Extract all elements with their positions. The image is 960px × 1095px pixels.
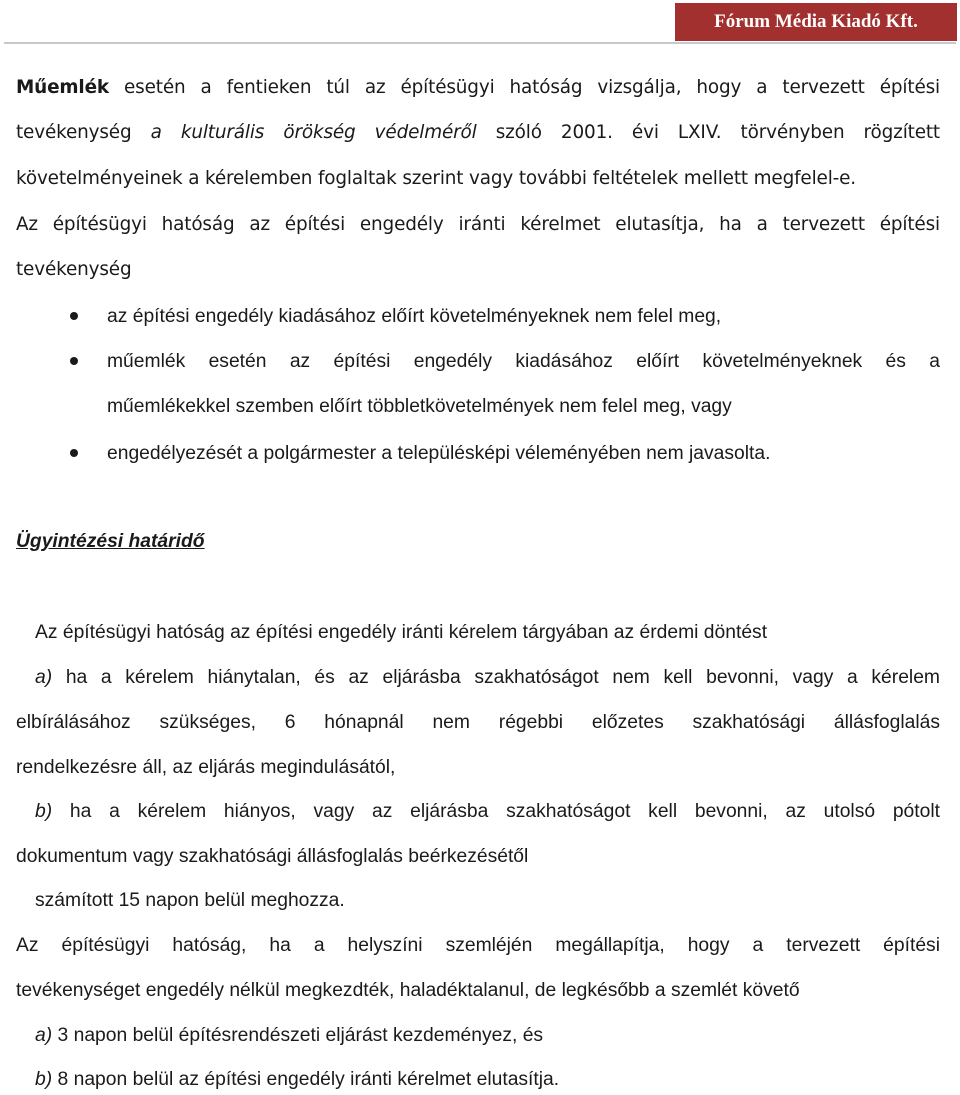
text-span: ha a kérelem hiánytalan, és az eljárásba szakhatóságot nem kell bevonni, vagy a kérelem bbox=[65, 667, 940, 688]
bullet-icon bbox=[70, 312, 78, 320]
paragraph-monument-line-1 bbox=[16, 73, 940, 103]
header-divider bbox=[4, 42, 956, 44]
inspection-paragraph-line-2: tevékenységet engedély nélkül megkezdték, haladéktalanul, de legkésőbb a szemlét követő bbox=[16, 980, 800, 1001]
publisher-brand: Fórum Média Kiadó Kft. bbox=[675, 3, 957, 41]
inspection-paragraph-line-1: Az építésügyi hatóság, ha a helyszíni szemléjén megállapítja, hogy a tervezett építési bbox=[16, 935, 940, 956]
deadline-closing: számított 15 napon belül meghozza. bbox=[35, 890, 345, 911]
text-span: esetén a fentieken túl az építésügyi hatóság vizsgálja, hogy a tervezett építési bbox=[124, 77, 941, 98]
paragraph-rejection-line-2: tevékenység bbox=[16, 259, 132, 280]
paragraph-rejection-line-1: Az építésügyi hatóság az építési engedély iránti kérelmet elutasítja, ha a tervezett építési bbox=[16, 214, 940, 235]
text-span: szóló 2001. évi LXIV. törvényben rögzített bbox=[495, 122, 940, 143]
bullet-item-3: engedélyezését a polgármester a településképi véleményében nem javasolta. bbox=[107, 443, 771, 464]
bullet-item-2-line-2: műemlékekkel szemben előírt többletkövetelmények nem felel meg, vagy bbox=[107, 396, 732, 417]
text-span: 8 napon belül az építési engedély iránti kérelmet elutasítja. bbox=[57, 1069, 560, 1090]
paragraph-monument-line-3: követelményeinek a kérelemben foglaltak szerint vagy további feltételek mellett megfelel-e. bbox=[16, 168, 857, 189]
bold-term-monument: Műemlék bbox=[16, 77, 109, 98]
bullet-item-1: az építési engedély kiadásához előírt követelményeknek nem felel meg, bbox=[107, 306, 722, 327]
item-label-a: a) bbox=[35, 667, 53, 688]
item-label-b: b) bbox=[35, 801, 53, 822]
section-heading-deadline: Ügyintézési határidő bbox=[16, 531, 205, 552]
inspection-item-a bbox=[35, 1021, 940, 1051]
text-span: 3 napon belül építésrendészeti eljárást kezdeményez, és bbox=[57, 1025, 544, 1046]
item-label-a: a) bbox=[35, 1025, 53, 1046]
bullet-icon bbox=[70, 449, 78, 457]
text-span: tevékenység bbox=[16, 122, 132, 143]
bullet-icon bbox=[70, 357, 78, 365]
deadline-intro: Az építésügyi hatóság az építési engedély iránti kérelem tárgyában az érdemi döntést bbox=[35, 622, 768, 643]
paragraph-monument-line-2 bbox=[16, 118, 940, 148]
deadline-item-b-line-2: dokumentum vagy szakhatósági állásfoglalás beérkezésétől bbox=[16, 846, 529, 867]
inspection-item-b bbox=[35, 1065, 940, 1095]
deadline-item-b-line-1 bbox=[35, 797, 940, 827]
deadline-item-a-line-2: elbírálásához szükséges, 6 hónapnál nem régebbi előzetes szakhatósági állásfoglalás bbox=[16, 712, 940, 733]
item-label-b: b) bbox=[35, 1069, 53, 1090]
text-span: ha a kérelem hiányos, vagy az eljárásba szakhatóságot kell bevonni, az utolsó pótolt bbox=[69, 801, 941, 822]
bullet-item-2-line-1: műemlék esetén az építési engedély kiadásához előírt követelményeknek és a bbox=[107, 351, 940, 372]
deadline-item-a-line-3: rendelkezésre áll, az eljárás megindulásától, bbox=[16, 757, 396, 778]
deadline-item-a-line-1 bbox=[35, 663, 940, 693]
italic-law-title: a kulturális örökség védelméről bbox=[150, 122, 477, 143]
